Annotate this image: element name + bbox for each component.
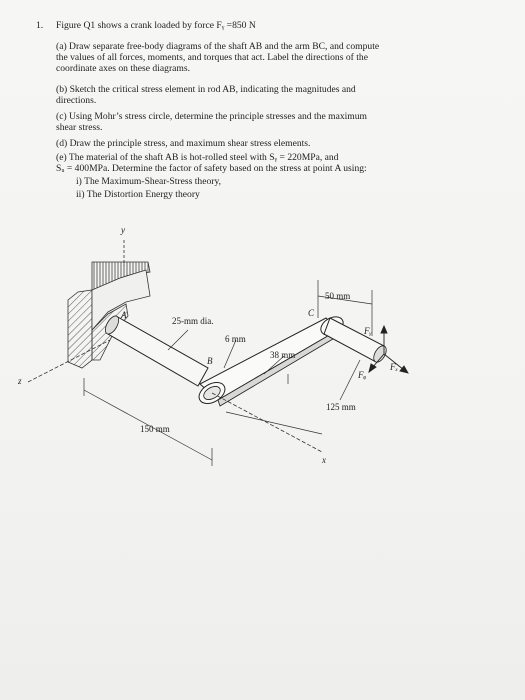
force-fz-label: Fᵩ [358,370,367,380]
point-a-label: A [121,310,127,320]
force-fy-label: Fᵧ [364,326,372,336]
part-e-sub1: i) The Maximum-Shear-Stress theory, [76,176,222,187]
part-a-line3: coordinate axes on these diagrams. [56,63,190,74]
dim-150mm-label: 150 mm [140,424,170,434]
question-number: 1. [36,20,44,31]
dim-125mm-label: 125 mm [326,402,356,412]
z-axis-label: z [18,376,22,386]
part-a-line2: the values of all forces, moments, and torques that act. Label the directions of the [56,52,368,63]
x-axis-label: x [322,455,326,465]
point-c-label: C [308,308,315,318]
part-d-line1: (d) Draw the principle stress, and maximum shear stress elements. [56,138,311,149]
dim-50mm-label: 50 mm [325,291,351,301]
part-c-line2: shear stress. [56,122,103,133]
part-e-line1: (e) The material of the shaft AB is hot-rolled steel with Sᵧ = 220MPa, and [56,152,339,163]
shaft-diameter-label: 25-mm dia. [172,316,214,326]
part-a-line1: (a) Draw separate free-body diagrams of the shaft AB and the arm BC, and compute [56,41,380,52]
point-b-label: B [207,356,213,366]
part-b-line2: directions. [56,95,97,106]
wall-support [68,262,150,368]
dim-38mm-label: 38 mm [270,350,296,360]
part-e-line2: Sᵤ = 400MPa. Determine the factor of safety based on the stress at point A using: [56,163,367,174]
part-b-line1: (b) Sketch the critical stress element in rod AB, indicating the magnitudes and [56,84,356,95]
y-axis-label: y [121,225,125,235]
part-e-sub2: ii) The Distortion Energy theory [76,189,200,200]
force-fx-label: Fₓ [390,362,399,372]
dim-6mm-label: 6 mm [225,334,246,344]
question-intro: Figure Q1 shows a crank loaded by force Fᵧ =850 N [56,20,256,31]
y-axis [120,225,125,266]
pin-cd [324,318,389,364]
part-c-line1: (c) Using Mohr’s stress circle, determine the principle stresses and the maximum [56,111,368,122]
x-axis [212,393,326,465]
